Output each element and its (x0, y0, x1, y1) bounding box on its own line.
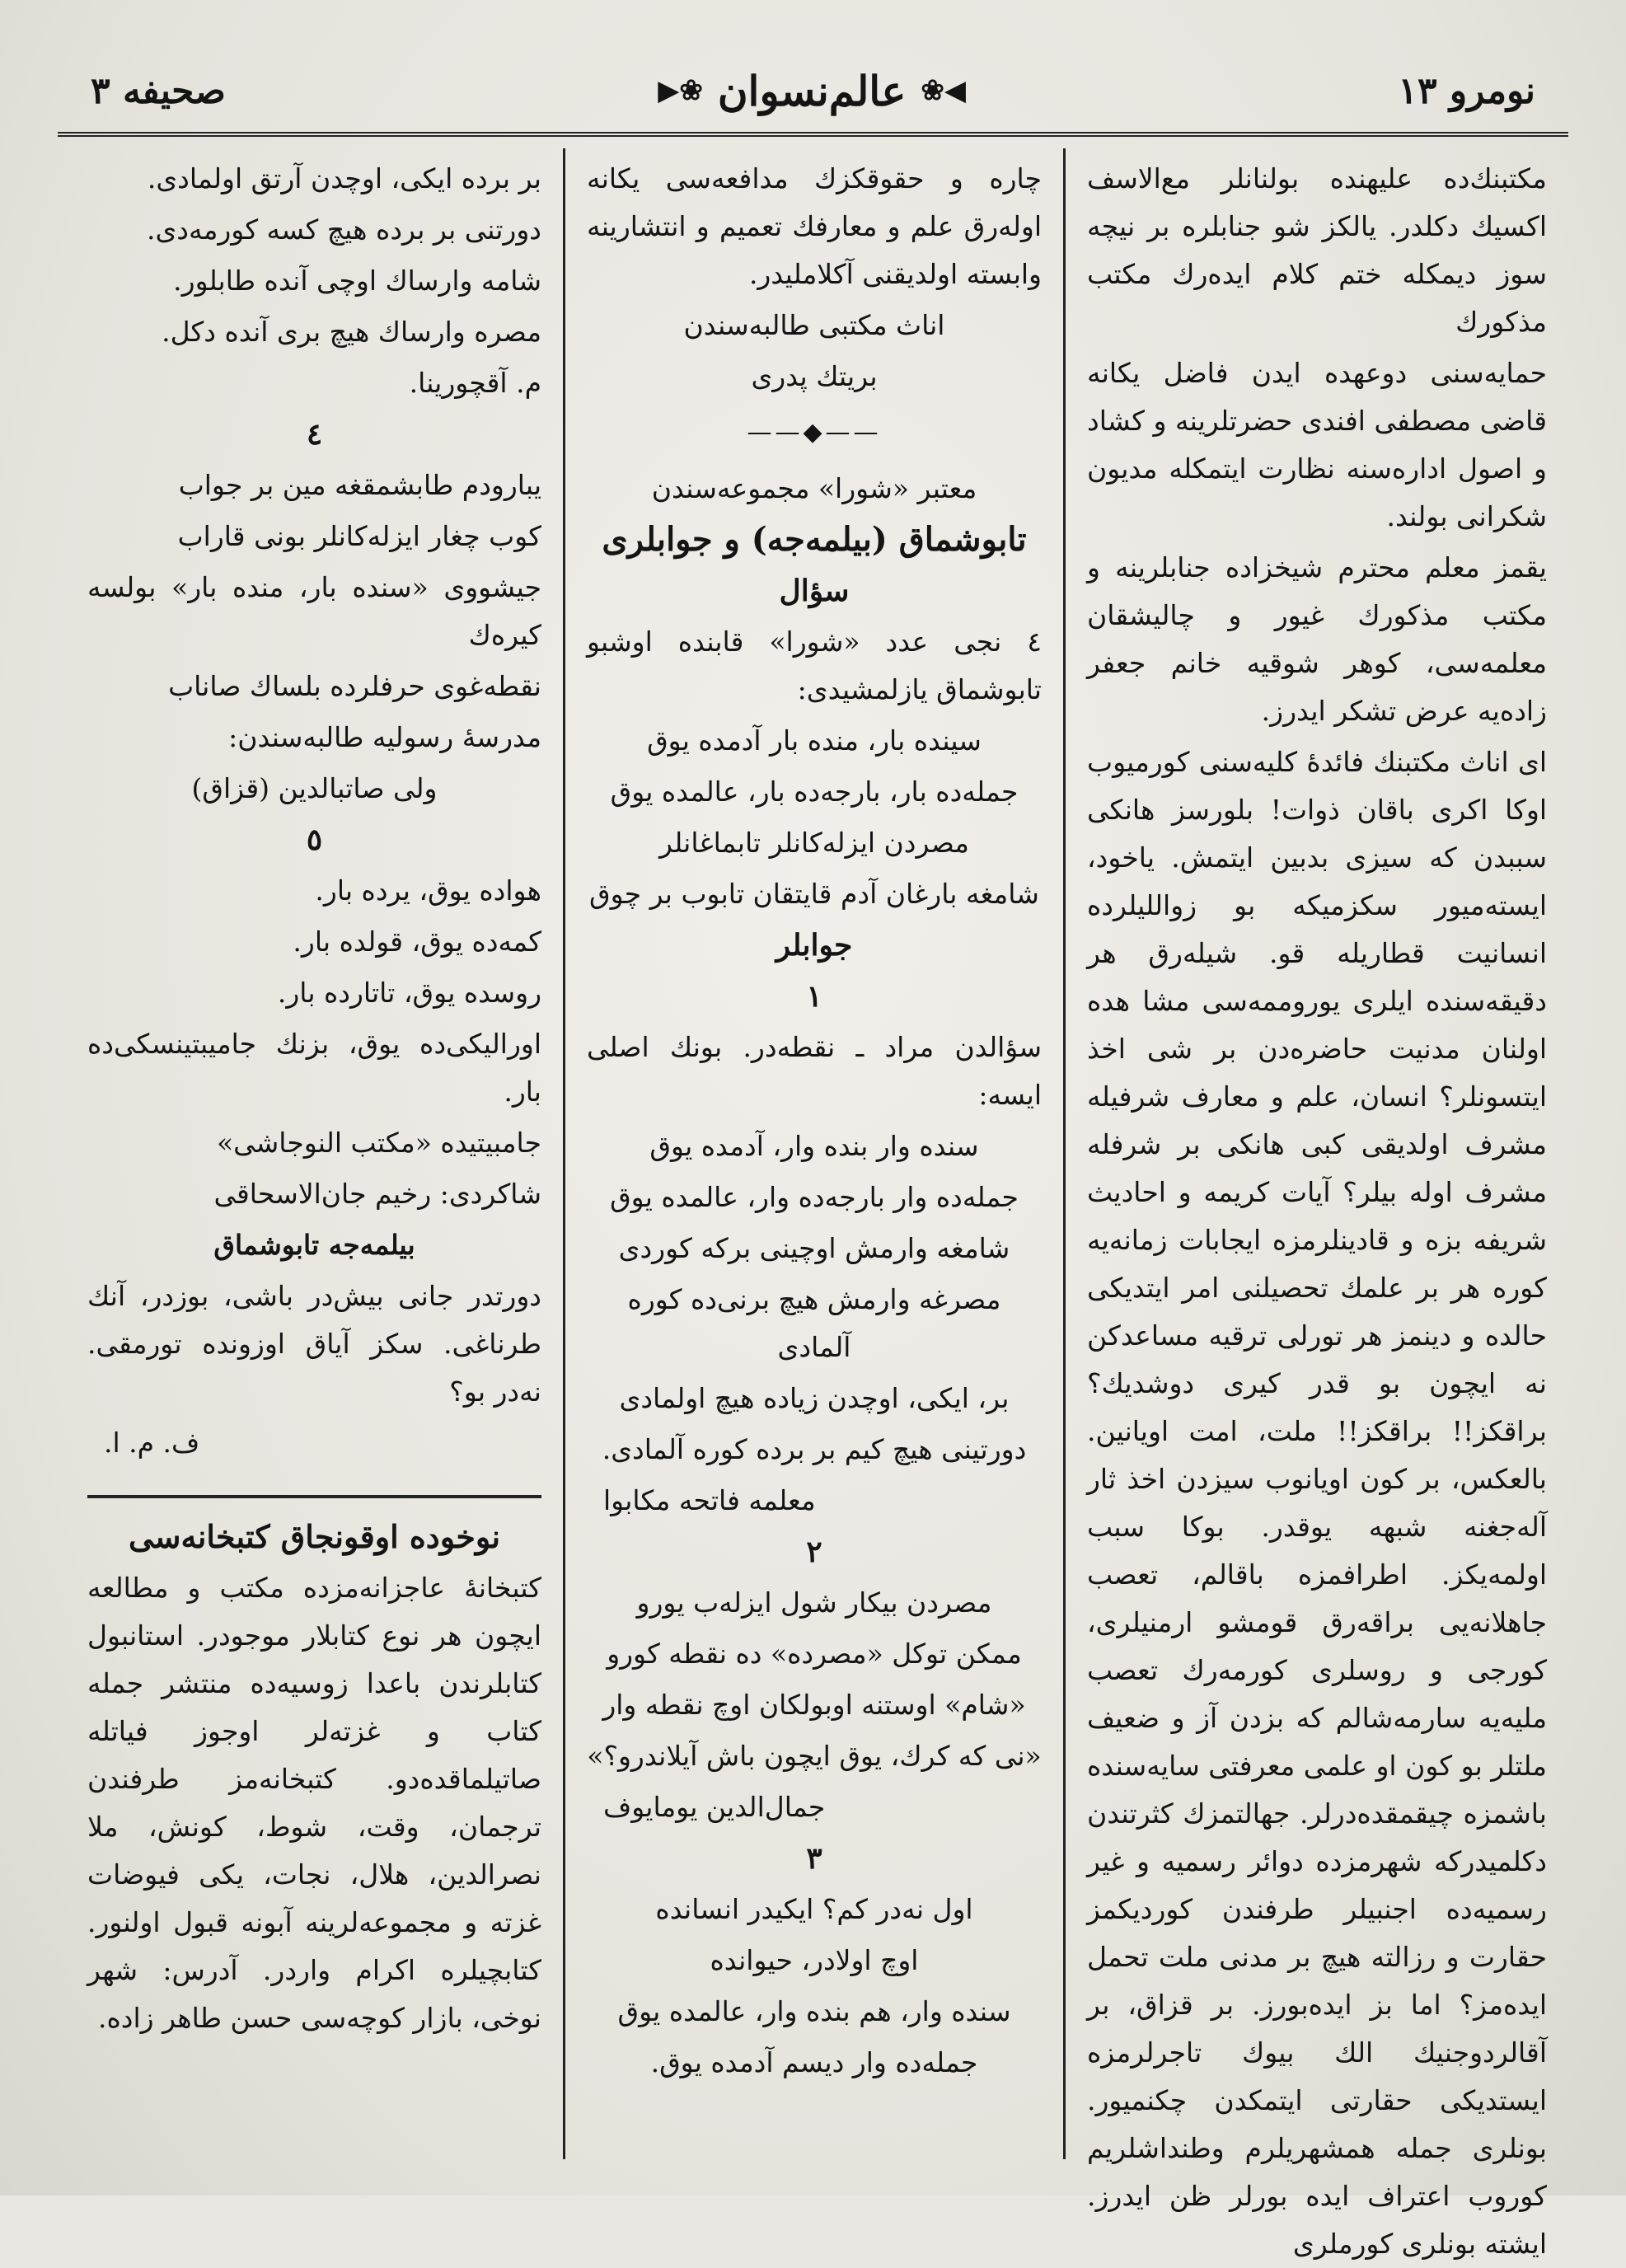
answer-line: دورتنی بر برده هيچ كسه كورمه‌دی. (146, 213, 541, 246)
column-middle (563, 148, 1066, 2159)
column-left (66, 148, 563, 2159)
answer-number: ٤ (306, 417, 323, 452)
answer-line: شامه وارساك اوچی آنده طابلور. (173, 265, 541, 297)
answer-line: روسده يوق، تاتارده بار. (277, 977, 541, 1009)
library-ad-text: كتبخانۀ عاجزانه‌مزده مكتب و مطالعه ايچون هر نوع كتابلار موجودر. استانبول كتابلرندن باعدا زوسيه‌ده منتشر جمله كتاب و غزته‌لر اوجوز فياتله صاتيلماقده‌دو. كتبخانه‌مز طرفندن ترجمان، وقت، شوط، كونش، ملا نصرالدين، هلال، نجات، يكی فيوضات غزته و مجموعه‌لرينه آبونه قبول اولنور. كتابچيلره اكرام واردر. آدرس: شهر نوخی، بازار كوچه‌سی حسن طاهر زاده. (87, 1572, 541, 2034)
answer-line: ممكن توكل «مصرده» ده نقطه كورو (607, 1638, 1022, 1670)
answer-line: جمله‌ده وار بارجه‌ده وار، عالمده يوق (610, 1181, 1019, 1213)
answer-line: كوب چغار ايزله‌كانلر بونی قاراب (177, 520, 541, 552)
answer-line: بر برده ايكی، اوچدن آرتق اولمادی. (147, 162, 541, 194)
answer-line: اوچ اولادر، حيوانده (710, 1944, 919, 1976)
answer-number: ١ (806, 979, 822, 1014)
riddle-line: سينده بار، منده بار آدمده يوق (647, 724, 982, 757)
answer-line: سنده وار بنده وار، آدمده يوق (649, 1130, 979, 1162)
answer-signature: معلمه فاتحه مكابوا (603, 1484, 816, 1516)
answer-line: «نی كه كرك، يوق ايچون باش آيلاندرو؟» (587, 1740, 1042, 1772)
answers-label: جوابلر (776, 928, 853, 963)
question-intro: ٤ نجی عدد «شورا» قابنده اوشبو تابوشماق يازلمشيدی: (587, 626, 1042, 705)
article-paragraph: حمايه‌سنی دوعهده ايدن فاضل يكانه قاضی مصطفی افندی حضرتلرينه و كشاد و اصول اداره‌سنه نظارت ايتمكله مديون شكرانی بولند. (1087, 357, 1547, 532)
newspaper-title-text: عالم‌نسوان (717, 66, 907, 115)
answer-line: جمله‌ده وار ديسم آدمده يوق. (650, 2046, 978, 2078)
title-ornament-right: ❀▶ (658, 74, 703, 107)
answer-signature: مدرسۀ رسوليه طالبه‌سندن: (228, 721, 541, 753)
answer-line: هواده يوق، يرده بار. (315, 874, 541, 907)
answer-line: كمه‌ده يوق، قولده بار. (293, 925, 541, 958)
answer-signature: جامبيتيده «مكتب النوجاشی» (216, 1127, 541, 1159)
answer-line: يبارودم طابشمقغه مين بر جواب (178, 469, 541, 501)
answer-signature: ولی صاتبالدين (قزاق) (191, 772, 438, 804)
answer-signature: ف. م. ا. (104, 1427, 200, 1459)
answer-line: جيشووی «سنده بار، منده بار» بولسه كيره‌ك (87, 571, 541, 651)
answer-line: «شام» اوستنه اوبولكان اوچ نقطه وار (602, 1689, 1026, 1721)
answer-number: ٣ (806, 1841, 822, 1876)
answer-line: مصردن بيكار شول ايزله‌ب يورو (636, 1586, 992, 1619)
answer-line: بر، ايكی، اوچدن زياده هيچ اولمادی (619, 1382, 1010, 1414)
section-separator: ——◆—— (747, 418, 882, 447)
answer-line: اول نه‌در كم؟ ايكيدر انسانده (655, 1893, 973, 1925)
answer-line: شامغه وارمش اوچينی بركه كوردی (618, 1232, 1010, 1264)
issue-number-label: نومرو ١٣ (1398, 69, 1535, 112)
answer-number: ٢ (806, 1535, 822, 1569)
riddle-line: مصردن ايزله‌كانلر تابماغانلر (659, 827, 969, 859)
riddles-heading: تابوشماق (بيلمه‌جه) و جوابلری (602, 520, 1027, 559)
horizontal-rule (87, 1495, 541, 1498)
signature-line: بريتك پدری (751, 360, 878, 392)
article-paragraph: مکتبنك‌ده عليهنده بولنانلر مع‌الاسف اكسيك دكلدر. يالكز شو جنابلره بر نيچه سوز ديمكله ختم كلام ايده‌رك مكتب مذكورك (1087, 162, 1547, 338)
answer-signature: شاكردی: رخيم جان‌الاسحاقی (213, 1178, 541, 1210)
answer-line: مصرغه وارمش هيچ برنی‌ده كوره آلمادی (627, 1283, 1001, 1363)
riddle-subheading: بيلمه‌جه تابوشماق (213, 1229, 415, 1261)
answer-line: سنده وار، هم بنده وار، عالمده يوق (617, 1995, 1011, 2027)
newspaper-title (658, 67, 966, 115)
answer-signature: جمال‌الدين يومايوف (603, 1791, 826, 1823)
answer-line: دورتدر جانی بيش‌در باشی، بوزدر، آنك طرناغی. سكز آياق اوزونده تورمقی. نه‌در بو؟ (87, 1280, 541, 1408)
columns (58, 148, 1568, 2260)
masthead (58, 49, 1568, 137)
page-number-label: صحيفه ٣ (91, 69, 226, 112)
answer-line: سؤالدن مراد ـ نقطه‌در. بونك اصلی ايسه: (587, 1031, 1042, 1111)
question-label: سؤال (779, 574, 850, 608)
article-paragraph: ای اناث مكتبنك فائدۀ كليه‌سنی كورميوب اوكا اكری باقان ذوات! بلورسز هانكی سببدن كه سيزی بدبين ايتمش. ياخود، ايسته‌ميور سكزميكه بو زوالليلرده انسانيت قطاريله قو. شيله‌رق هر دقيقه‌سنده ايلری يوروممه‌سی مشا هده اولنان مدنيت حاضره‌دن بر شی اخذ ايتسونلر؟ انسان، علم و معارف شرفيله مشرف اولديقی كبی هانكی بر شرفله مشرف اوله بيلر؟ آيات كريمه و احاديث شريفه بزه و قادينلرمزه ايجابات زمانه‌يه كوره هر بر علمك تحصيلنی امر ايتديكی حالده و دينمز هر تورلی ترقيه مساعدكن نه ايچون بو قدر كيری دوشديك؟ براقكز!! براقكز!! ملت، امت اويانين. بالعكس، بر كون اويانوب سيزدن اخذ ثار آله‌جغنه شبهه يوقدر. بوكا سبب اولمه‌يكز. اطرافمزه باقالم، تعصب جاهلانه‌يی براقه‌رق قومشو ارمنيلری، كورجی و روسلری كورمه‌رك تعصب مليه‌يه سارمه‌شالم كه بزدن آز و ضعيف ملتلر بو كون او علمی معرفتی سايه‌سنده باشمزه چيقمقده‌درلر. جهالتمزك كثرتندن دكلميدركه شهرمزده دوائر رسميه و غير رسميه‌ده اجنبيلر طرفندن كورديكمز حقارت و رزالته هيچ بر مدنی ملت تحمل ايده‌مز؟ اما بز ايده‌بورز. بر قزاق، بر آقالردوجنيك الك بيوك تاجرلرمزه ايستديكی حقارتی ايتمكدن چكنميور. بونلری جمله همشهريلرم وطنداشلريم كوروب اعتراف ايده بورلر ظن ايدرز. ايشته بونلری كورملری (1086, 746, 1547, 2260)
answer-line: مصره وارساك هيچ بری آنده دكل. (162, 316, 541, 348)
riddle-line: شامغه بارغان آدم قايتقان تابوب بر چوق (589, 878, 1039, 910)
article-conclusion: چاره و حقوقكزك مدافعه‌سی يكانه اوله‌رق علم و معارفك تعميم و انتشارينه وابسته اولديقنی آكلامليدر. (587, 162, 1042, 290)
answer-signature: م. آقچورينا. (409, 367, 541, 399)
article-paragraph: يقمز معلم محترم شيخزاده جنابلرينه و مكتب مذكورك غيور و چاليشقان معلمه‌سی، كوهر شوقيه خانم جعفر زاده‌يه عرض تشكر ايدرز. (1087, 551, 1547, 727)
column-right (1066, 148, 1568, 2260)
answer-number: ٥ (306, 822, 323, 857)
source-line: معتبر «شورا» مجموعه‌سندن (651, 472, 977, 504)
signature-line: اناث مكتبی طالبه‌سندن (683, 309, 945, 341)
answer-line: نقطه‌غوی حرفلرده بلساك صاناب (168, 670, 541, 702)
answer-line: دورتينی هيچ كيم بر برده كوره آلمادی. (602, 1433, 1027, 1465)
riddle-line: جمله‌ده بار، بارجه‌ده بار، عالمده يوق (610, 776, 1019, 808)
answer-line: اوراليكی‌ده يوق، بزنك جاميبتينسكی‌ده بار. (87, 1028, 541, 1108)
library-ad-title: نوخوده اوقونجاق كتبخانه‌سی (128, 1518, 501, 1555)
title-ornament-left: ◀❀ (921, 74, 967, 107)
